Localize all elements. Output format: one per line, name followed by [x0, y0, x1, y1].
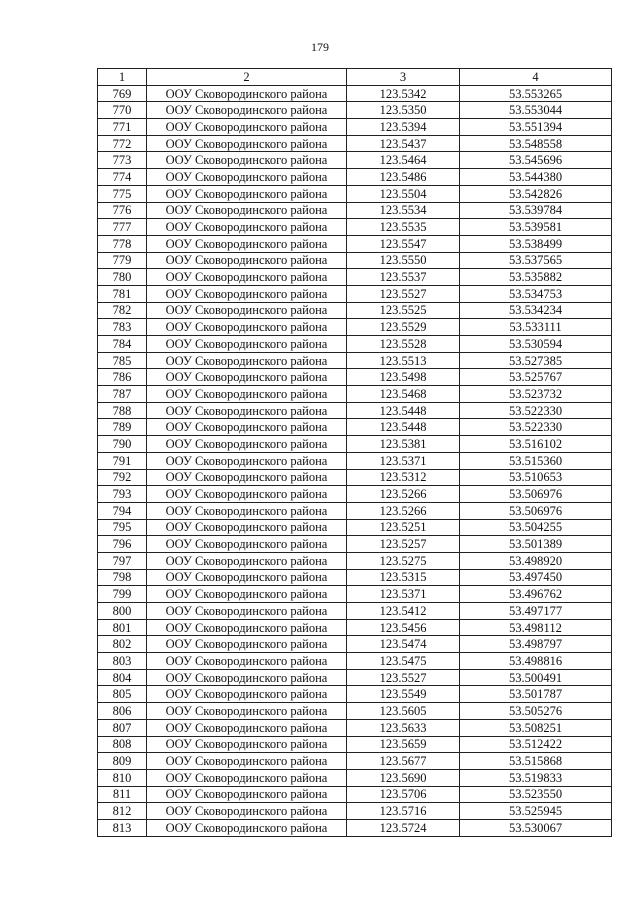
latitude-cell: 53.498816: [460, 653, 612, 670]
row-number-cell: 789: [98, 419, 147, 436]
latitude-cell: 53.537565: [460, 252, 612, 269]
longitude-cell: 123.5437: [347, 135, 460, 152]
latitude-cell: 53.534753: [460, 285, 612, 302]
latitude-cell: 53.522330: [460, 402, 612, 419]
row-number-cell: 809: [98, 753, 147, 770]
table-row: [98, 152, 612, 169]
organization-cell: ООУ Сковородинского района: [147, 552, 347, 569]
header-col-4: 4: [460, 69, 612, 86]
latitude-cell: 53.534234: [460, 302, 612, 319]
header-col-3: 3: [347, 69, 460, 86]
row-number-cell: 786: [98, 369, 147, 386]
longitude-cell: 123.5342: [347, 85, 460, 102]
latitude-cell: 53.523732: [460, 386, 612, 403]
row-number-cell: 772: [98, 135, 147, 152]
row-number-cell: 788: [98, 402, 147, 419]
row-number-cell: 800: [98, 603, 147, 620]
organization-cell: ООУ Сковородинского района: [147, 402, 347, 419]
longitude-cell: 123.5724: [347, 819, 460, 836]
longitude-cell: 123.5456: [347, 619, 460, 636]
latitude-cell: 53.516102: [460, 436, 612, 453]
latitude-cell: 53.500491: [460, 669, 612, 686]
organization-cell: ООУ Сковородинского района: [147, 586, 347, 603]
longitude-cell: 123.5315: [347, 569, 460, 586]
longitude-cell: 123.5504: [347, 185, 460, 202]
latitude-cell: 53.501389: [460, 536, 612, 553]
organization-cell: ООУ Сковородинского района: [147, 619, 347, 636]
organization-cell: ООУ Сковородинского района: [147, 719, 347, 736]
table-row: [98, 502, 612, 519]
row-number-cell: 807: [98, 719, 147, 736]
organization-cell: ООУ Сковородинского района: [147, 436, 347, 453]
row-number-cell: 784: [98, 336, 147, 353]
latitude-cell: 53.551394: [460, 119, 612, 136]
longitude-cell: 123.5394: [347, 119, 460, 136]
table-row: [98, 352, 612, 369]
longitude-cell: 123.5448: [347, 419, 460, 436]
table-row: [98, 786, 612, 803]
table-row: [98, 469, 612, 486]
latitude-cell: 53.544380: [460, 169, 612, 186]
table-row: [98, 436, 612, 453]
latitude-cell: 53.506976: [460, 502, 612, 519]
latitude-cell: 53.501787: [460, 686, 612, 703]
latitude-cell: 53.515360: [460, 452, 612, 469]
latitude-cell: 53.504255: [460, 519, 612, 536]
row-number-cell: 779: [98, 252, 147, 269]
organization-cell: ООУ Сковородинского района: [147, 169, 347, 186]
row-number-cell: 805: [98, 686, 147, 703]
latitude-cell: 53.548558: [460, 135, 612, 152]
header-col-1: 1: [98, 69, 147, 86]
organization-cell: ООУ Сковородинского района: [147, 569, 347, 586]
row-number-cell: 773: [98, 152, 147, 169]
table-row: [98, 302, 612, 319]
latitude-cell: 53.553044: [460, 102, 612, 119]
latitude-cell: 53.530594: [460, 336, 612, 353]
organization-cell: ООУ Сковородинского района: [147, 519, 347, 536]
organization-cell: ООУ Сковородинского района: [147, 85, 347, 102]
table-row: [98, 552, 612, 569]
organization-cell: ООУ Сковородинского района: [147, 386, 347, 403]
latitude-cell: 53.530067: [460, 819, 612, 836]
organization-cell: ООУ Сковородинского района: [147, 185, 347, 202]
longitude-cell: 123.5535: [347, 219, 460, 236]
latitude-cell: 53.496762: [460, 586, 612, 603]
longitude-cell: 123.5464: [347, 152, 460, 169]
row-number-cell: 795: [98, 519, 147, 536]
row-number-cell: 771: [98, 119, 147, 136]
organization-cell: ООУ Сковородинского района: [147, 603, 347, 620]
organization-cell: ООУ Сковородинского района: [147, 536, 347, 553]
table-row: [98, 369, 612, 386]
row-number-cell: 803: [98, 653, 147, 670]
table-row: [98, 719, 612, 736]
table-row: [98, 269, 612, 286]
table-row: [98, 219, 612, 236]
table-row: [98, 402, 612, 419]
table-row: [98, 819, 612, 836]
row-number-cell: 782: [98, 302, 147, 319]
latitude-cell: 53.538499: [460, 235, 612, 252]
latitude-cell: 53.533111: [460, 319, 612, 336]
row-number-cell: 799: [98, 586, 147, 603]
table-row: [98, 653, 612, 670]
table-row: [98, 85, 612, 102]
organization-cell: ООУ Сковородинского района: [147, 252, 347, 269]
longitude-cell: 123.5537: [347, 269, 460, 286]
longitude-cell: 123.5605: [347, 703, 460, 720]
longitude-cell: 123.5525: [347, 302, 460, 319]
longitude-cell: 123.5266: [347, 486, 460, 503]
row-number-cell: 801: [98, 619, 147, 636]
row-number-cell: 780: [98, 269, 147, 286]
organization-cell: ООУ Сковородинского района: [147, 786, 347, 803]
organization-cell: ООУ Сковородинского района: [147, 803, 347, 820]
longitude-cell: 123.5527: [347, 669, 460, 686]
latitude-cell: 53.498920: [460, 552, 612, 569]
organization-cell: ООУ Сковородинского района: [147, 636, 347, 653]
organization-cell: ООУ Сковородинского района: [147, 753, 347, 770]
organization-cell: ООУ Сковородинского района: [147, 419, 347, 436]
row-number-cell: 796: [98, 536, 147, 553]
longitude-cell: 123.5486: [347, 169, 460, 186]
organization-cell: ООУ Сковородинского района: [147, 352, 347, 369]
latitude-cell: 53.508251: [460, 719, 612, 736]
latitude-cell: 53.522330: [460, 419, 612, 436]
row-number-cell: 806: [98, 703, 147, 720]
organization-cell: ООУ Сковородинского района: [147, 703, 347, 720]
latitude-cell: 53.497450: [460, 569, 612, 586]
organization-cell: ООУ Сковородинского района: [147, 819, 347, 836]
longitude-cell: 123.5266: [347, 502, 460, 519]
latitude-cell: 53.527385: [460, 352, 612, 369]
table-row: [98, 119, 612, 136]
latitude-cell: 53.542826: [460, 185, 612, 202]
table-row: [98, 336, 612, 353]
table-row: [98, 769, 612, 786]
latitude-cell: 53.515868: [460, 753, 612, 770]
organization-cell: ООУ Сковородинского района: [147, 769, 347, 786]
latitude-cell: 53.539581: [460, 219, 612, 236]
organization-cell: ООУ Сковородинского района: [147, 486, 347, 503]
table-row: [98, 235, 612, 252]
table-row: [98, 636, 612, 653]
row-number-cell: 783: [98, 319, 147, 336]
row-number-cell: 774: [98, 169, 147, 186]
organization-cell: ООУ Сковородинского района: [147, 235, 347, 252]
organization-cell: ООУ Сковородинского района: [147, 269, 347, 286]
row-number-cell: 793: [98, 486, 147, 503]
organization-cell: ООУ Сковородинского района: [147, 336, 347, 353]
table-row: [98, 569, 612, 586]
longitude-cell: 123.5412: [347, 603, 460, 620]
organization-cell: ООУ Сковородинского района: [147, 219, 347, 236]
organization-cell: ООУ Сковородинского района: [147, 119, 347, 136]
table-row: [98, 736, 612, 753]
longitude-cell: 123.5549: [347, 686, 460, 703]
latitude-cell: 53.498112: [460, 619, 612, 636]
organization-cell: ООУ Сковородинского района: [147, 135, 347, 152]
longitude-cell: 123.5677: [347, 753, 460, 770]
row-number-cell: 812: [98, 803, 147, 820]
longitude-cell: 123.5371: [347, 586, 460, 603]
row-number-cell: 769: [98, 85, 147, 102]
table-row: [98, 185, 612, 202]
latitude-cell: 53.519833: [460, 769, 612, 786]
row-number-cell: 770: [98, 102, 147, 119]
header-col-2: 2: [147, 69, 347, 86]
table-row: [98, 102, 612, 119]
row-number-cell: 810: [98, 769, 147, 786]
table-row: [98, 169, 612, 186]
table-row: [98, 252, 612, 269]
latitude-cell: 53.523550: [460, 786, 612, 803]
table-row: [98, 135, 612, 152]
row-number-cell: 775: [98, 185, 147, 202]
row-number-cell: 797: [98, 552, 147, 569]
row-number-cell: 790: [98, 436, 147, 453]
longitude-cell: 123.5381: [347, 436, 460, 453]
organization-cell: ООУ Сковородинского района: [147, 152, 347, 169]
row-number-cell: 794: [98, 502, 147, 519]
organization-cell: ООУ Сковородинского района: [147, 653, 347, 670]
organization-cell: ООУ Сковородинского района: [147, 469, 347, 486]
row-number-cell: 778: [98, 235, 147, 252]
table-row: [98, 703, 612, 720]
table-body: [98, 85, 612, 836]
row-number-cell: 776: [98, 202, 147, 219]
table-row: [98, 619, 612, 636]
latitude-cell: 53.525767: [460, 369, 612, 386]
latitude-cell: 53.510653: [460, 469, 612, 486]
row-number-cell: 811: [98, 786, 147, 803]
latitude-cell: 53.506976: [460, 486, 612, 503]
table-header: [98, 69, 612, 86]
row-number-cell: 781: [98, 285, 147, 302]
longitude-cell: 123.5312: [347, 469, 460, 486]
header-row: [98, 69, 612, 86]
latitude-cell: 53.553265: [460, 85, 612, 102]
organization-cell: ООУ Сковородинского района: [147, 502, 347, 519]
table-row: [98, 686, 612, 703]
longitude-cell: 123.5716: [347, 803, 460, 820]
table-row: [98, 603, 612, 620]
organization-cell: ООУ Сковородинского района: [147, 302, 347, 319]
row-number-cell: 791: [98, 452, 147, 469]
table-row: [98, 419, 612, 436]
longitude-cell: 123.5550: [347, 252, 460, 269]
organization-cell: ООУ Сковородинского района: [147, 102, 347, 119]
organization-cell: ООУ Сковородинского района: [147, 686, 347, 703]
latitude-cell: 53.497177: [460, 603, 612, 620]
row-number-cell: 787: [98, 386, 147, 403]
row-number-cell: 777: [98, 219, 147, 236]
longitude-cell: 123.5275: [347, 552, 460, 569]
table-row: [98, 519, 612, 536]
row-number-cell: 785: [98, 352, 147, 369]
organization-cell: ООУ Сковородинского района: [147, 669, 347, 686]
latitude-cell: 53.505276: [460, 703, 612, 720]
longitude-cell: 123.5706: [347, 786, 460, 803]
organization-cell: ООУ Сковородинского района: [147, 285, 347, 302]
longitude-cell: 123.5513: [347, 352, 460, 369]
latitude-cell: 53.512422: [460, 736, 612, 753]
longitude-cell: 123.5633: [347, 719, 460, 736]
latitude-cell: 53.545696: [460, 152, 612, 169]
longitude-cell: 123.5534: [347, 202, 460, 219]
table-row: [98, 452, 612, 469]
longitude-cell: 123.5448: [347, 402, 460, 419]
longitude-cell: 123.5498: [347, 369, 460, 386]
row-number-cell: 808: [98, 736, 147, 753]
organization-cell: ООУ Сковородинского района: [147, 452, 347, 469]
latitude-cell: 53.525945: [460, 803, 612, 820]
longitude-cell: 123.5475: [347, 653, 460, 670]
longitude-cell: 123.5474: [347, 636, 460, 653]
table-row: [98, 753, 612, 770]
table-row: [98, 803, 612, 820]
table-row: [98, 285, 612, 302]
table-row: [98, 319, 612, 336]
longitude-cell: 123.5528: [347, 336, 460, 353]
row-number-cell: 798: [98, 569, 147, 586]
latitude-cell: 53.535882: [460, 269, 612, 286]
longitude-cell: 123.5690: [347, 769, 460, 786]
table-row: [98, 586, 612, 603]
coordinates-table: [97, 68, 612, 837]
page-number: 179: [311, 40, 329, 54]
table-row: [98, 669, 612, 686]
longitude-cell: 123.5371: [347, 452, 460, 469]
longitude-cell: 123.5529: [347, 319, 460, 336]
row-number-cell: 804: [98, 669, 147, 686]
latitude-cell: 53.539784: [460, 202, 612, 219]
longitude-cell: 123.5251: [347, 519, 460, 536]
longitude-cell: 123.5659: [347, 736, 460, 753]
latitude-cell: 53.498797: [460, 636, 612, 653]
organization-cell: ООУ Сковородинского района: [147, 736, 347, 753]
table-row: [98, 386, 612, 403]
longitude-cell: 123.5547: [347, 235, 460, 252]
organization-cell: ООУ Сковородинского района: [147, 369, 347, 386]
table-row: [98, 202, 612, 219]
longitude-cell: 123.5468: [347, 386, 460, 403]
longitude-cell: 123.5527: [347, 285, 460, 302]
organization-cell: ООУ Сковородинского района: [147, 319, 347, 336]
organization-cell: ООУ Сковородинского района: [147, 202, 347, 219]
longitude-cell: 123.5257: [347, 536, 460, 553]
table-row: [98, 536, 612, 553]
table-row: [98, 486, 612, 503]
row-number-cell: 792: [98, 469, 147, 486]
row-number-cell: 802: [98, 636, 147, 653]
row-number-cell: 813: [98, 819, 147, 836]
longitude-cell: 123.5350: [347, 102, 460, 119]
